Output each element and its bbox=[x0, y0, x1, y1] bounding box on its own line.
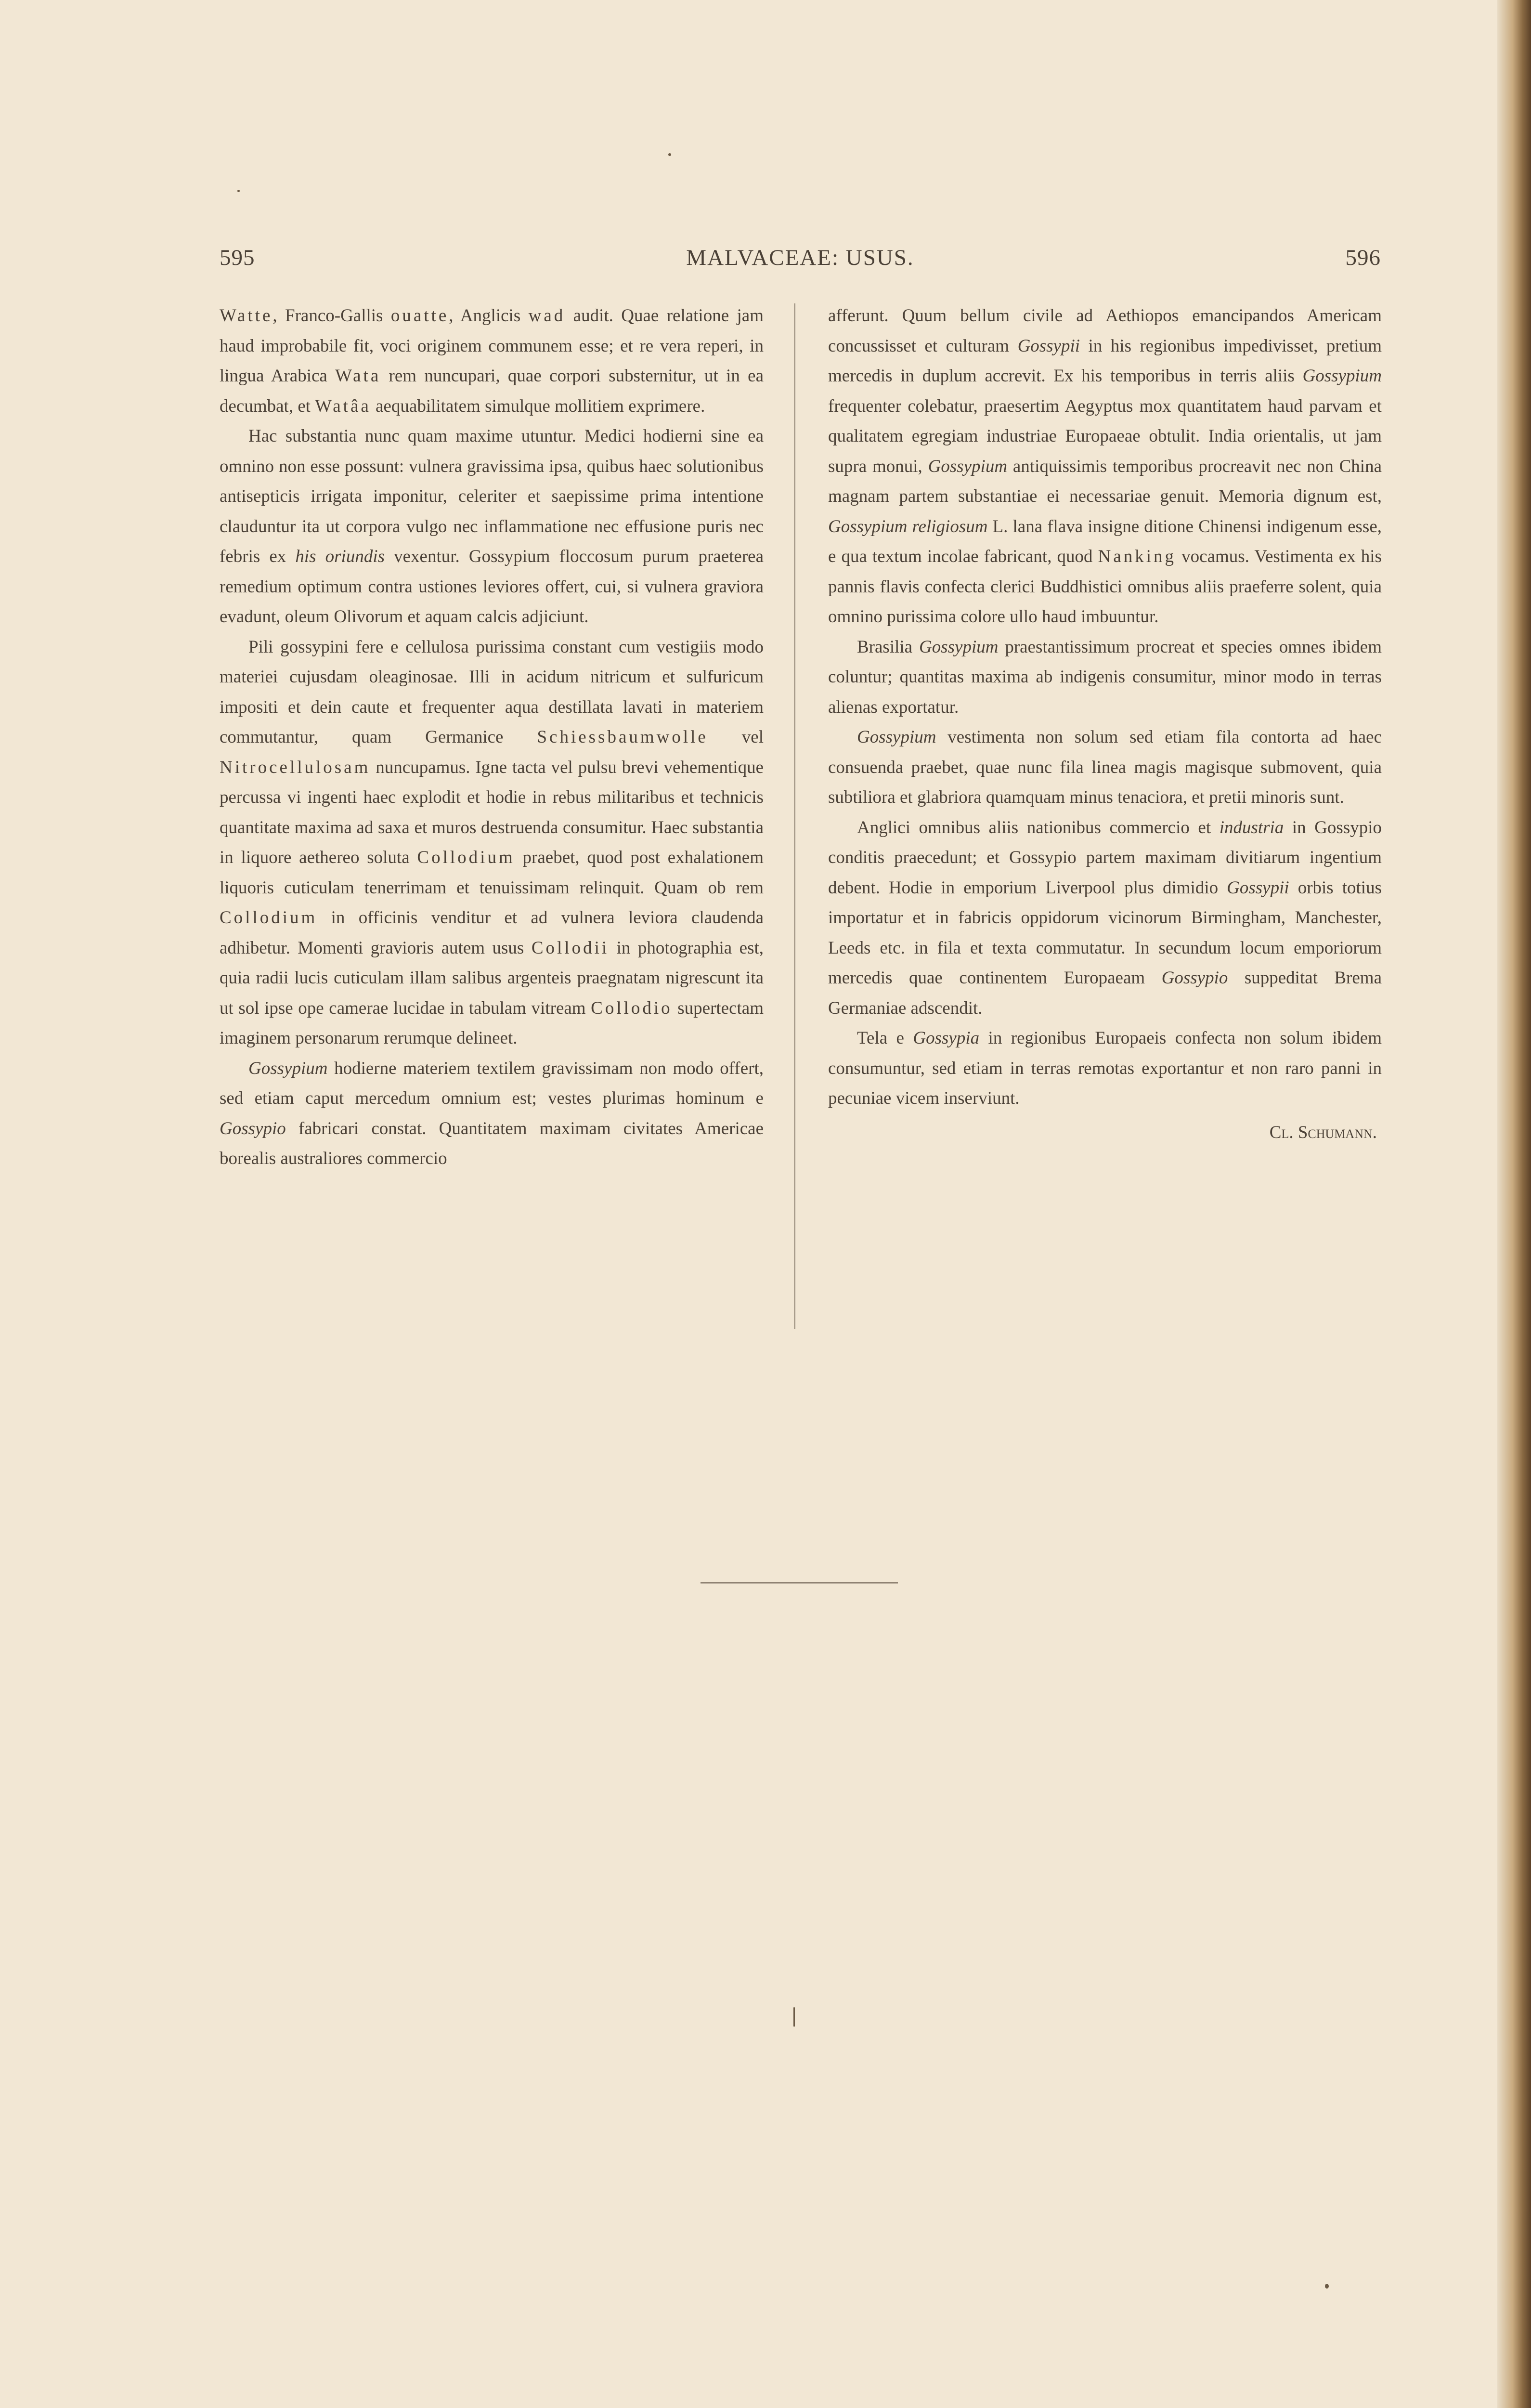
page-number-right: 596 bbox=[1345, 245, 1381, 270]
paragraph: Anglici omnibus aliis nationibus commercio et industria in Gossypio conditis praecedunt; et Gossypio partem maximam divitiarum ingentium debent. Hodie in emporium Liverpool plus dimidio Gossypii orbis totius importatur et in fabricis oppidorum vicinorum Birmingham, Manchester, Leeds etc. in fila et texta commutatur. In secundum locum emporiorum mercedis quae continentem Europaeam Gossypio suppeditat Brema Germaniae adscendit. bbox=[828, 817, 1382, 1018]
paper-speck bbox=[668, 153, 671, 156]
paper-speck bbox=[1325, 2284, 1329, 2289]
paragraph: Tela e Gossypia in regionibus Europaeis confecta non solum ibidem consumuntur, sed etiam in terras remotas exportantur et non raro panni in pecuniae vicem inserviunt. bbox=[828, 1028, 1382, 1108]
paragraph: afferunt. Quum bellum civile ad Aethiopos emancipandos Americam concussisset et culturam Gossypii in his regionibus impedivisset, pretium mercedis in duplum accrevit. Ex his temporibus in terris aliis Gossypium frequenter colebatur, praesertim Aegyptus mox quantitatem haud parvam et qualitatem egregiam industriae Europaeae obtulit. India orientalis, ut jam supra monui, Gossypium antiquissimis temporibus procreavit nec non China magnam partem substantiae ei necessariae genuit. Memoria dignum est, Gossypium religiosum L. lana flava insigne ditione Chinensi indigenum esse, e qua textum incolae fabricant, quod Nanking vocamus. Vestimenta ex his pannis flavis confecta clerici Buddhistici omnibus aliis praeferre solent, quia omnino purissima colore ullo haud imbuuntur. bbox=[828, 306, 1382, 627]
paragraph: Pili gossypini fere e cellulosa purissima constant cum vestigiis modo materiei cujusdam oleaginosae. Illi in acidum nitricum et sulfuricum impositi et dein caute et frequenter aqua destillata lavati in materiem commutantur, quam Germanice Schiessbaumwolle vel Nitrocellulosam nuncupamus. Igne tacta vel pulsu brevi vehementique percussa vi ingenti haec explodit et hodie in rebus militaribus et technicis quantitate maxima ad saxa et muros destruenda consumitur. Haec substantia in liquore aethereo soluta Collodium praebet, quod post exhalationem liquoris cuticulam tenerrimam et tenuissimam relinquit. Quam ob rem Collodium in officinis venditur et ad vulnera leviora claudenda adhibetur. Momenti gravioris autem usus Collodii in photographia est, quia radii lucis cuticulam illam salibus argenteis praegnatam nigrescunt ita ut sol ipse ope camerae lucidae in tabulam vitream Collodio supertectam imaginem personarum rerumque delineet. bbox=[220, 637, 764, 1048]
paper-speck bbox=[237, 190, 240, 192]
left-column bbox=[220, 301, 764, 1174]
page-edge-shadow bbox=[1497, 0, 1531, 2408]
running-header bbox=[220, 245, 1381, 278]
paragraph: Gossypium hodierne materiem textilem gravissimam non modo offert, sed etiam caput mercedum omnium est; vestes plurimas hominum e Gossypio fabricari constat. Quantitatem maximam civitates Americae borealis australiores commercio bbox=[220, 1058, 764, 1168]
paragraph: Watte, Franco-Gallis ouatte, Anglicis wad audit. Quae relatione jam haud improbabile fit, voci originem communem esse; et re vera reperi, in lingua Arabica Wata rem nuncupari, quae corpori substernitur, ut in ea decumbat, et Watâa aequabilitatem simulque mollitiem exprimere. bbox=[220, 306, 764, 416]
author-signature: Cl. Schumann. bbox=[1269, 1122, 1377, 1142]
paper-speck bbox=[793, 2007, 795, 2027]
page-number-left: 595 bbox=[220, 245, 255, 270]
column-divider bbox=[794, 303, 795, 1329]
right-column bbox=[828, 301, 1382, 1148]
paragraph: Brasilia Gossypium praestantissimum procreat et species omnes ibidem coluntur; quantitas maxima ab indigenis consumitur, minor modo in terras alienas exportatur. bbox=[828, 637, 1382, 717]
paragraph: Hac substantia nunc quam maxime utuntur. Medici hodierni sine ea omnino non esse possunt: vulnera gravissima ipsa, quibus haec solutionibus antisepticis irrigata imponitur, celeriter et saepissime prima intentione clauduntur ita ut corpora vulgo nec inflammatione nec effusione puris nec febris ex his oriundis vexentur. Gossypium floccosum purum praeterea remedium optimum contra ustiones leviores offert, cui, si vulnera graviora evadunt, oleum Olivorum et aquam calcis adjiciunt. bbox=[220, 426, 764, 627]
end-rule bbox=[701, 1582, 898, 1584]
running-title: MALVACEAE: USUS. bbox=[686, 245, 914, 270]
paragraph: Gossypium vestimenta non solum sed etiam fila contorta ad haec consuenda praebet, quae nunc fila linea magis magisque submovent, quia subtiliora et glabriora quamquam minus tenaciora, et pretii minoris sunt. bbox=[828, 727, 1382, 807]
